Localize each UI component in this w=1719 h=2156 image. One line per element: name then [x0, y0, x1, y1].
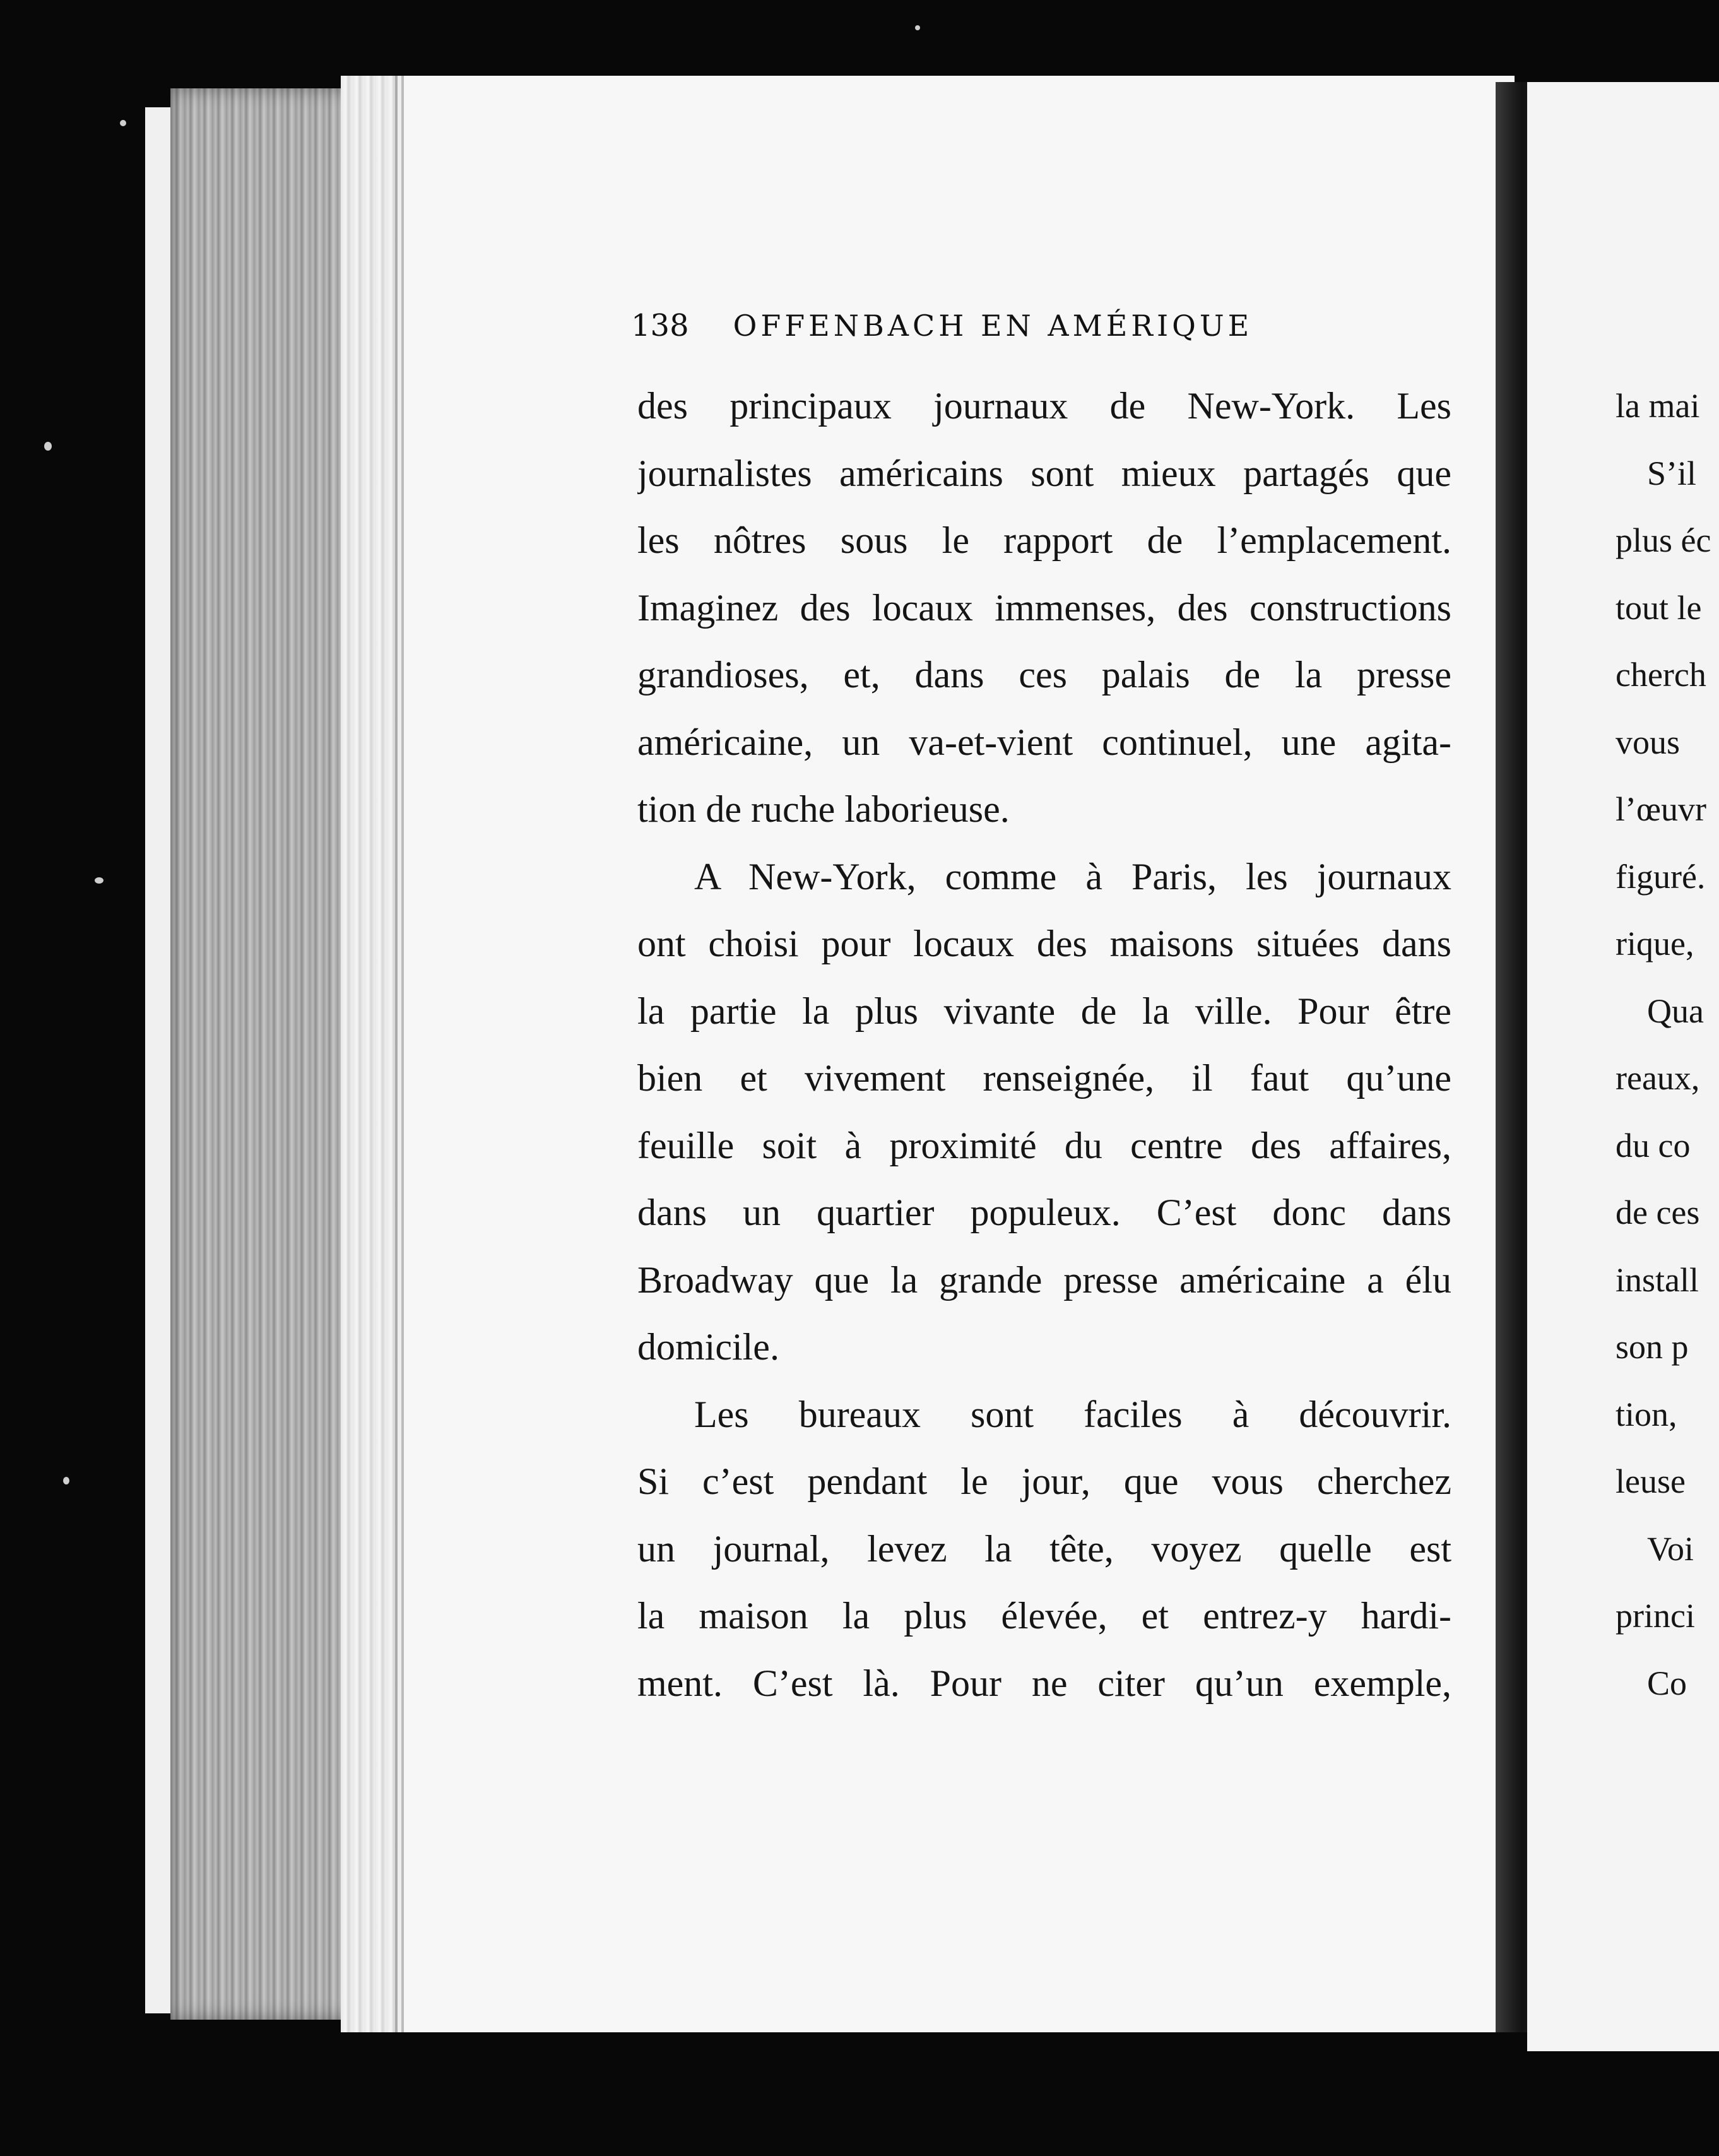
facing-text-line: S’il [1647, 454, 1697, 492]
facing-page-text [1616, 372, 1719, 1717]
dust-speck [95, 877, 103, 884]
facing-text-line: install [1616, 1260, 1699, 1299]
page-number: 138 [631, 308, 689, 343]
dust-speck [63, 1477, 69, 1484]
text-line: ment. C’est là. Pour ne citer qu’un exemple, [637, 1662, 1451, 1704]
text-line: les nôtres sous le rapport de l’emplacement. [637, 519, 1451, 561]
text-line: américaine, un va-et-vient continuel, une agita- [637, 721, 1451, 763]
facing-text-line: princi [1616, 1597, 1695, 1635]
text-line: Broadway que la grande presse américaine a élu [637, 1259, 1451, 1301]
text-line: Les bureaux sont faciles à découvrir. [694, 1393, 1451, 1435]
main-text-block [637, 372, 1451, 1717]
facing-text-line: figuré. [1616, 857, 1706, 896]
running-title: OFFENBACH EN AMÉRIQUE [733, 309, 1253, 343]
dust-speck [120, 120, 126, 126]
text-line: tion de ruche laborieuse. [637, 788, 1010, 830]
facing-text-line: cherch [1616, 656, 1706, 694]
facing-text-line: Voi [1647, 1529, 1694, 1568]
text-line: la partie la plus vivante de la ville. Pour être [637, 990, 1451, 1032]
facing-text-line: la mai [1616, 387, 1700, 425]
text-line: Si c’est pendant le jour, que vous cherchez [637, 1460, 1451, 1502]
facing-text-line: rique, [1616, 925, 1694, 962]
text-line: ont choisi pour locaux des maisons situées dans [637, 923, 1451, 964]
facing-text-line: tout le [1616, 588, 1702, 627]
facing-text-line: du co [1616, 1126, 1691, 1164]
facing-text-line: de ces [1616, 1194, 1700, 1231]
facing-text-line: Qua [1647, 992, 1704, 1030]
facing-text-line: son p [1616, 1328, 1689, 1366]
dust-speck [915, 25, 920, 30]
text-line: un journal, levez la tête, voyez quelle est [637, 1527, 1451, 1570]
facing-text-line: l’œuvr [1616, 790, 1706, 828]
facing-text-line: tion, [1616, 1395, 1677, 1433]
dust-speck [44, 442, 52, 451]
text-line: journalistes américains sont mieux partagés que [637, 452, 1451, 494]
text-line: la maison la plus élevée, et entrez-y hardi- [637, 1595, 1451, 1637]
facing-text-line: vous [1616, 723, 1681, 761]
text-line: grandioses, et, dans ces palais de la presse [637, 654, 1451, 696]
text-line: bien et vivement renseignée, il faut qu’une [637, 1057, 1451, 1099]
facing-text-line: reaux, [1616, 1059, 1700, 1097]
text-line: des principaux journaux de New-York. Les [637, 385, 1451, 427]
running-header [631, 308, 1253, 343]
text-line: Imaginez des locaux immenses, des constructions [637, 586, 1451, 629]
facing-text-line: plus éc [1616, 521, 1711, 559]
text-line: dans un quartier populeux. C’est donc dans [637, 1192, 1451, 1233]
text-line: domicile. [637, 1326, 779, 1368]
facing-text-line: Co [1647, 1664, 1687, 1702]
text-line: A New-York, comme à Paris, les journaux [694, 855, 1451, 897]
facing-text-line: leuse [1616, 1462, 1686, 1500]
text-line: feuille soit à proximité du centre des affaires, [637, 1124, 1451, 1166]
